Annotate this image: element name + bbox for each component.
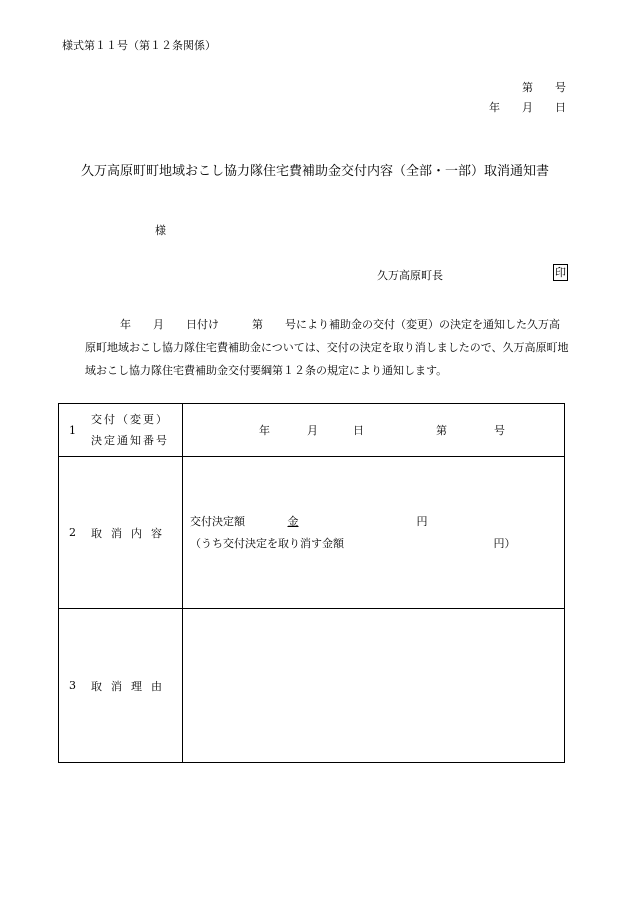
table-row-decision-number bbox=[59, 404, 565, 457]
label-line1: 交付（変更） bbox=[91, 413, 169, 426]
go-label: 号 bbox=[494, 424, 505, 437]
amount-label: 交付決定額 bbox=[190, 514, 245, 528]
yen-label: 円 bbox=[416, 514, 428, 528]
table-row-cancel-content bbox=[59, 457, 565, 609]
cancel-yen-label: 円） bbox=[493, 536, 516, 550]
row-label: 取消理由 bbox=[91, 679, 171, 693]
sender-name: 久万高原町長 bbox=[377, 269, 443, 282]
cancel-amount-label: （うち交付決定を取り消す金額 bbox=[190, 536, 344, 550]
notice-table bbox=[58, 403, 565, 763]
form-number: 様式第１１号（第１２条関係） bbox=[62, 39, 216, 52]
table-row-cancel-reason bbox=[59, 609, 565, 763]
label-cell bbox=[59, 457, 183, 609]
label-line2: 決定通知番号 bbox=[91, 434, 169, 447]
cancel-reason-cell bbox=[183, 609, 565, 763]
row-number: 1 bbox=[69, 423, 76, 437]
label-cell bbox=[59, 609, 183, 763]
year-label: 年 bbox=[259, 424, 270, 437]
kin-label: 金 bbox=[287, 514, 299, 528]
amount-underline bbox=[288, 511, 428, 533]
row-label: 取消内容 bbox=[91, 526, 171, 540]
body-text: 年 月 日付け 第 号により補助金の交付（変更）の決定を通知した久万高原町地域おこし協力隊住宅費補助金については、交付の決定を取り消しましたので、久万高原町地域おこし協力隊住宅費補助金交付要綱第１２条の規定により通知します。 bbox=[85, 318, 569, 377]
cancel-content-cell bbox=[183, 457, 565, 609]
day-label: 日 bbox=[353, 424, 364, 437]
decision-number-value-cell bbox=[183, 404, 565, 457]
row-number: 3 bbox=[69, 679, 76, 692]
addressee: 様 bbox=[155, 224, 166, 237]
label-cell bbox=[59, 404, 183, 457]
month-label: 月 bbox=[307, 424, 318, 437]
dai-label: 第 bbox=[436, 424, 447, 437]
seal-stamp-box: 印 bbox=[555, 266, 566, 279]
row-number: 2 bbox=[69, 526, 76, 539]
document-number: 第 号 bbox=[522, 81, 566, 94]
document-date: 年 月 日 bbox=[489, 101, 566, 114]
page-title: 久万高原町町地域おこし協力隊住宅費補助金交付内容（全部・一部）取消通知書 bbox=[80, 164, 549, 179]
